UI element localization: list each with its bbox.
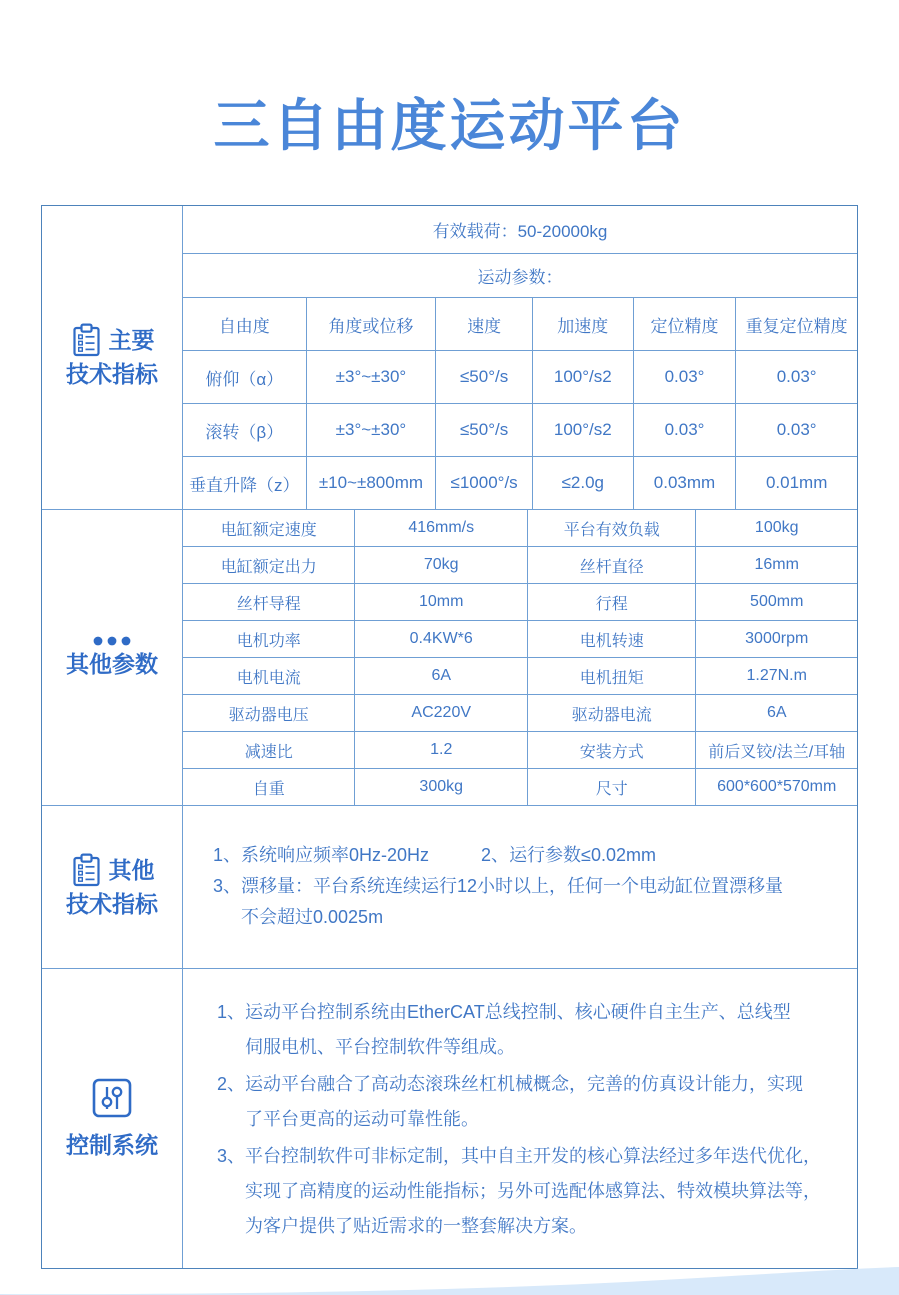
column-header: 角度或位移 <box>306 298 436 350</box>
item-marker: 2、 <box>217 1074 246 1094</box>
param-name: 丝杆导程 <box>236 595 301 613</box>
item-text-line: 实现了高精度的运动性能指标；另外可选配体感算法、特效模块算法等， <box>245 1181 822 1201</box>
item-text-line: 不会超过0.0025m <box>241 907 384 927</box>
sliders-icon <box>89 1075 135 1121</box>
section-label-text: 技术指标 <box>66 890 158 917</box>
table-cell: ≤2.0g <box>532 457 633 509</box>
item-text <box>245 1139 843 1244</box>
motion-params-row: 运动参数： <box>183 254 857 298</box>
param-value: 前后叉铰/法兰/耳轴 <box>695 732 857 768</box>
param-name: 驱动器电流 <box>527 695 696 731</box>
dots-icon <box>91 634 133 648</box>
table-cell: 0.03° <box>735 404 857 456</box>
item-text-line: 平台控制软件可非标定制，其中自主开发的核心算法经过多年迭代优化， <box>245 1146 822 1166</box>
table-cell: 0.03° <box>633 351 736 403</box>
list-item <box>481 840 656 871</box>
section-other-specs-content <box>182 806 857 968</box>
table-cell: ≤1000°/s <box>435 457 532 509</box>
table-row <box>183 694 857 731</box>
item-text-line: 了平台更高的运动可靠性能。 <box>245 1109 480 1129</box>
param-name: 电缸额定速度 <box>220 521 317 539</box>
section-label-text: 其他 <box>108 856 155 883</box>
list-item <box>213 871 841 933</box>
table-cell: ±10~±800mm <box>306 457 436 509</box>
param-value: 1.2 <box>354 732 526 768</box>
param-name: 电机扭矩 <box>527 658 696 694</box>
param-name: 电缸额定出力 <box>220 558 317 576</box>
list-item <box>217 1139 843 1244</box>
param-value: 10mm <box>354 584 526 620</box>
item-text-line: 运动平台控制系统由EtherCAT总线控制、核心硬件自主生产、总线型 <box>245 1002 791 1022</box>
param-value: 1.27N.m <box>695 658 857 694</box>
page-title: 三自由度运动平台 <box>213 94 686 157</box>
column-header: 定位精度 <box>633 298 736 350</box>
param-value: 600*600*570mm <box>695 769 857 805</box>
section-control-system <box>42 968 857 1268</box>
param-name: 电机电流 <box>236 669 301 687</box>
item-marker: 3、 <box>217 1146 246 1166</box>
table-row <box>183 768 857 805</box>
param-value: 16mm <box>695 547 857 583</box>
table-row-pitch <box>183 350 857 403</box>
section-main-specs-content <box>182 206 857 509</box>
table-cell: ≤50°/s <box>435 351 532 403</box>
section-main-specs <box>42 206 857 509</box>
param-name: 减速比 <box>244 743 293 761</box>
section-other-specs <box>42 805 857 968</box>
table-cell: 俯仰（α） <box>205 369 284 389</box>
section-label-text: 其他参数 <box>66 650 158 677</box>
section-control-system-label <box>42 969 182 1268</box>
table-cell: ±3°~±30° <box>306 404 436 456</box>
param-value: 416mm/s <box>354 510 526 546</box>
table-row <box>183 546 857 583</box>
list-item <box>213 840 429 871</box>
item-marker: 1、 <box>213 845 242 865</box>
table-cell: 100°/s2 <box>532 404 633 456</box>
item-text-line: 为客户提供了贴近需求的一整套解决方案。 <box>245 1216 588 1236</box>
table-row <box>183 583 857 620</box>
item-marker: 1、 <box>217 1002 246 1022</box>
table-row <box>183 510 857 546</box>
section-other-params-label <box>42 510 182 805</box>
list-item <box>217 1067 843 1137</box>
item-text-line: 运动平台融合了高动态滚珠丝杠机械概念，完善的仿真设计能力，实现 <box>245 1074 804 1094</box>
param-name: 电机转速 <box>527 621 696 657</box>
param-value: 500mm <box>695 584 857 620</box>
table-cell: ±3°~±30° <box>306 351 436 403</box>
column-header: 速度 <box>435 298 532 350</box>
item-text: 运行参数≤0.02mm <box>509 845 656 865</box>
param-value: 0.4KW*6 <box>354 621 526 657</box>
item-marker: 2、 <box>481 845 510 865</box>
param-name: 驱动器电压 <box>228 706 309 724</box>
motion-table-header <box>183 298 857 350</box>
item-text <box>241 871 841 933</box>
column-header: 加速度 <box>532 298 633 350</box>
table-row <box>183 620 857 657</box>
item-marker: 3、 <box>213 876 242 896</box>
section-other-params <box>42 509 857 805</box>
section-other-specs-label <box>42 806 182 968</box>
spec-line <box>213 840 841 871</box>
table-row <box>183 657 857 694</box>
item-text-line: 伺服电机、平台控制软件等组成。 <box>245 1037 516 1057</box>
param-name: 安装方式 <box>527 732 696 768</box>
param-value: 6A <box>695 695 857 731</box>
section-main-specs-label <box>42 206 182 509</box>
param-value: 3000rpm <box>695 621 857 657</box>
section-other-params-content <box>182 510 857 805</box>
section-label-text: 主要 <box>108 327 155 354</box>
column-header: 重复定位精度 <box>735 298 857 350</box>
param-name: 自重 <box>252 780 285 798</box>
payload-row: 有效载荷：50-20000kg <box>183 206 857 254</box>
clipboard-checklist-icon <box>70 323 103 358</box>
param-name: 尺寸 <box>527 769 696 805</box>
param-value: 100kg <box>695 510 857 546</box>
param-name: 电机功率 <box>236 632 301 650</box>
section-label-text: 技术指标 <box>66 361 158 388</box>
section-control-system-content <box>182 969 857 1268</box>
table-cell: 0.03° <box>735 351 857 403</box>
item-text-line: 漂移量：平台系统连续运行12小时以上，任何一个电动缸位置漂移量 <box>241 876 784 896</box>
table-cell: 滚转（β） <box>205 422 284 442</box>
footer-wave-decoration <box>0 1265 899 1295</box>
table-row <box>183 731 857 768</box>
section-label-text: 控制系统 <box>66 1131 158 1158</box>
column-header: 自由度 <box>218 316 270 336</box>
table-cell: 垂直升降（z） <box>189 475 300 495</box>
item-text <box>245 995 843 1065</box>
param-name: 行程 <box>527 584 696 620</box>
table-cell: 0.03mm <box>633 457 736 509</box>
spec-table <box>41 205 858 1269</box>
table-cell: 100°/s2 <box>532 351 633 403</box>
item-text <box>245 1067 843 1137</box>
clipboard-checklist-icon <box>70 853 103 888</box>
item-text: 系统响应频率0Hz-20Hz <box>241 845 430 865</box>
list-item <box>217 995 843 1065</box>
param-value: 6A <box>354 658 526 694</box>
param-value: 300kg <box>354 769 526 805</box>
table-cell: 0.01mm <box>735 457 857 509</box>
table-row-heave <box>183 456 857 509</box>
param-name: 平台有效负载 <box>527 510 696 546</box>
table-cell: ≤50°/s <box>435 404 532 456</box>
table-row-roll <box>183 403 857 456</box>
table-cell: 0.03° <box>633 404 736 456</box>
param-value: 70kg <box>354 547 526 583</box>
param-name: 丝杆直径 <box>527 547 696 583</box>
param-value: AC220V <box>354 695 526 731</box>
